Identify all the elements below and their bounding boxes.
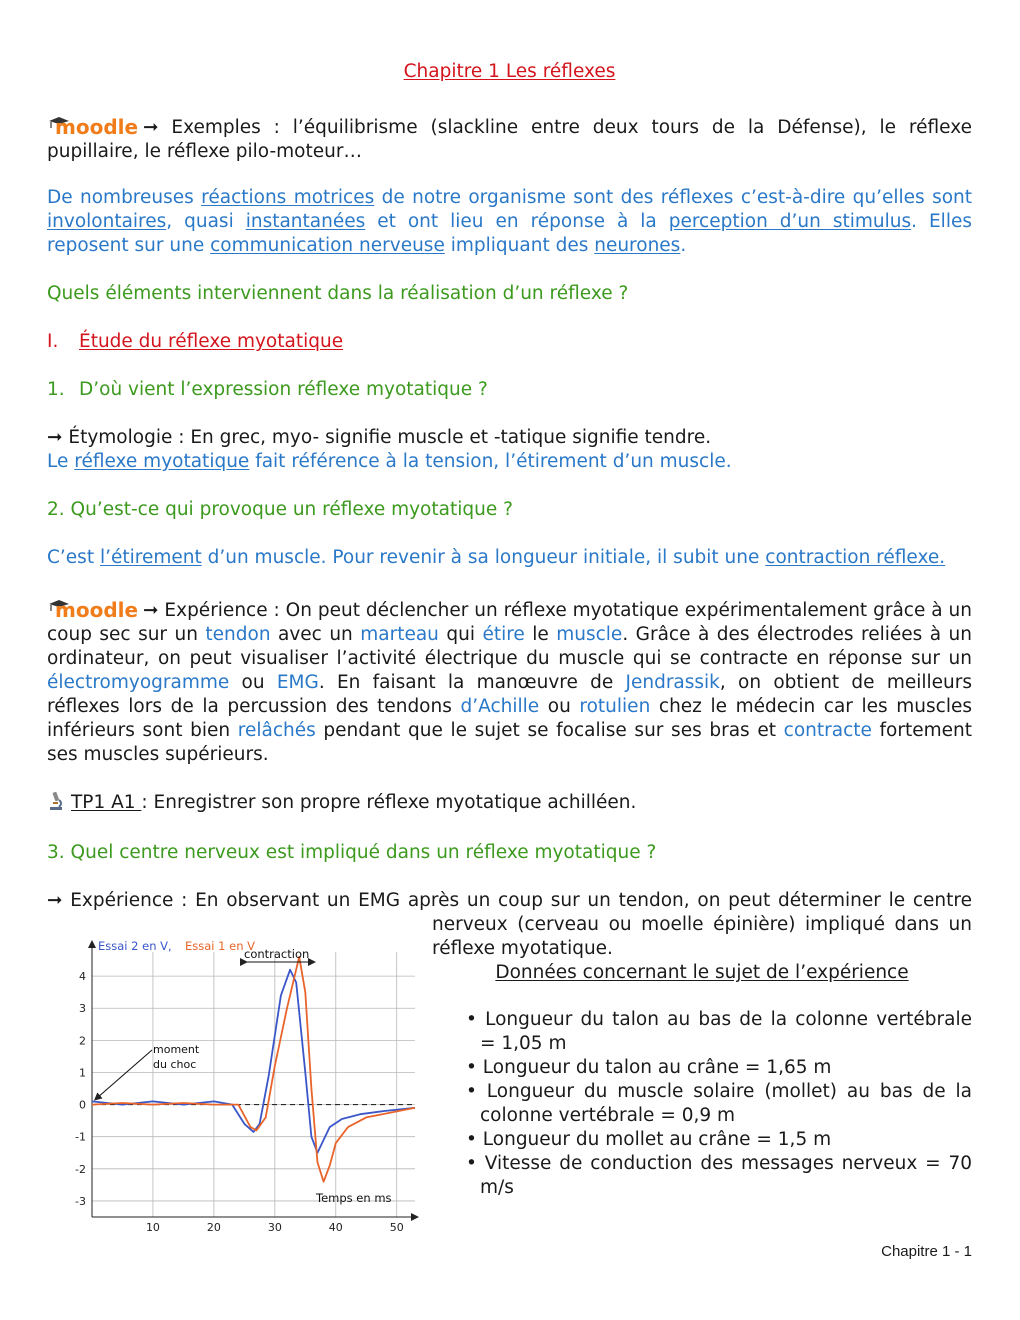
data-title-text: Données concernant le sujet de l’expérience [495, 962, 909, 983]
def-term-nervous-communication: communication nerveuse [210, 235, 445, 256]
experience-1 [47, 597, 972, 767]
question-1 [47, 378, 972, 402]
exp1-keyword: Jendrassik [625, 672, 720, 693]
annotation-shock-1: moment [153, 1043, 200, 1056]
exp1-text: qui [438, 624, 483, 645]
microscope-icon [47, 791, 65, 818]
x-tick-label: 50 [389, 1221, 404, 1232]
question-1-text: D’où vient l’expression réflexe myotatique ? [79, 379, 488, 400]
tp-text: : Enregistrer son propre réflexe myotatique achilléen. [141, 792, 637, 813]
examples-text: ➞ Exemples : l’équilibrisme (slackline entre deux tours de la Défense), le réflexe pupillaire, le réflexe pilo-moteur… [47, 117, 972, 162]
def-text-6: impliquant des [444, 235, 595, 256]
answer-2-text-2: d’un muscle. Pour revenir à sa longueur initiale, il subit une [201, 547, 766, 568]
list-item: • Longueur du talon au bas de la colonne vertébrale = 1,05 m [466, 1009, 972, 1054]
y-tick-label: -2 [75, 1162, 86, 1176]
chart-series [92, 957, 415, 1182]
emg-chart-svg [60, 932, 425, 1232]
exp1-text: le [524, 624, 557, 645]
moodle-logo-text: moodle [55, 115, 139, 136]
exp1-text: fortement ses muscles supérieurs. [47, 720, 972, 765]
exp1-keyword: marteau [360, 624, 439, 645]
exp1-text: , on obtient de meilleurs réflexes lors de la percussion des tendons [47, 672, 972, 717]
answer-2-term-contraction: contraction réflexe. [765, 547, 946, 568]
y-tick-label: 1 [79, 1066, 86, 1080]
question-1-number: 1. [47, 379, 65, 400]
def-term-involuntary: involontaires [47, 211, 167, 232]
list-item: • Longueur du talon au crâne = 1,65 m [466, 1057, 832, 1078]
moodle-logo-text: moodle [55, 598, 139, 619]
legend-series-blue: Essai 2 en V, [98, 939, 172, 953]
exp1-text: . Grâce à des électrodes reliées à un ordinateur, on peut visualiser l’activité électrique du muscle qui se contracte en réponse sur un [47, 624, 972, 669]
moodle-logo-icon [47, 114, 139, 136]
x-axis-label: Temps en ms [316, 1191, 392, 1205]
exp1-keyword: d’Achille [460, 696, 540, 717]
exp1-keyword: contracte [783, 720, 872, 741]
y-tick-label: -3 [75, 1194, 86, 1208]
exp1-text: pendant que le sujet se focalise sur ses bras et [315, 720, 784, 741]
exp1-keyword: étire [482, 624, 525, 645]
exp1-text: ou [229, 672, 277, 693]
section-heading-1 [47, 330, 972, 354]
def-term-motor-reactions: réactions motrices [201, 187, 375, 208]
exp1-text: avec un [270, 624, 361, 645]
exp1-keyword: tendon [205, 624, 271, 645]
series-line-essai-2 [92, 970, 415, 1153]
question-2: 2. Qu’est-ce qui provoque un réflexe myotatique ? [47, 499, 513, 520]
question-3: 3. Quel centre nerveux est impliqué dans un réflexe myotatique ? [47, 842, 657, 863]
legend-series-red: Essai 1 en V [185, 939, 256, 953]
tp-label[interactable]: TP1 A1 [71, 792, 142, 813]
subject-data-list [450, 1008, 972, 1200]
y-tick-label: 0 [79, 1098, 86, 1112]
experience-2-line1: ➞ Expérience : En observant un EMG après un coup sur un tendon, on peut déterminer le centre [47, 890, 972, 911]
etym-def-text-2: fait référence à la tension, l’étirement d’un muscle. [249, 451, 732, 472]
annotation-shock-2: du choc [153, 1058, 197, 1071]
def-text-1: De nombreuses [47, 187, 202, 208]
emg-chart [60, 932, 425, 1232]
def-term-neurons: neurones [594, 235, 681, 256]
exp1-keyword: EMG [276, 672, 319, 693]
list-item: • Longueur du muscle solaire (mollet) au bas de la colonne vertébrale = 0,9 m [466, 1081, 972, 1126]
shock-pointer-arrow [97, 1050, 152, 1098]
list-item: • Vitesse de conduction des messages nerveux = 70 m/s [466, 1153, 972, 1198]
def-text-7: . [680, 235, 687, 256]
y-tick-label: 2 [79, 1034, 86, 1048]
reflex-definition [47, 186, 972, 258]
tp-line [47, 791, 972, 818]
exp1-text: chez le médecin car les muscles inférieurs sont bien [47, 696, 973, 741]
section-title: Étude du réflexe myotatique [79, 331, 344, 352]
def-text-2: de notre organisme sont des réflexes c’est-à-dire qu’elles sont [374, 187, 973, 208]
etym-def-term: réflexe myotatique [74, 451, 250, 472]
x-tick-label: 40 [328, 1221, 343, 1232]
y-tick-label: 4 [79, 970, 86, 984]
answer-2-text-1: C’est [47, 547, 100, 568]
etymology: ➞ Étymologie : En grec, myo- signifie muscle et -tatique signifie tendre. [47, 427, 712, 448]
moodle-logo-icon [47, 597, 139, 619]
x-tick-label: 10 [145, 1221, 160, 1232]
def-text-4: et ont lieu en réponse à la [365, 211, 669, 232]
chapter-title [47, 60, 972, 84]
list-item: • Longueur du mollet au crâne = 1,5 m [466, 1129, 832, 1150]
x-tick-label: 30 [267, 1221, 282, 1232]
answer-2 [47, 546, 972, 570]
exp1-keyword: rotulien [579, 696, 651, 717]
def-term-stimulus: perception d’un stimulus [668, 211, 912, 232]
def-term-instant: instantanées [245, 211, 366, 232]
exp1-keyword: muscle [556, 624, 623, 645]
x-tick-label: 20 [206, 1221, 221, 1232]
data-title [432, 961, 972, 985]
chapter-title-text: Chapitre 1 Les réflexes [403, 61, 616, 82]
page-footer: Chapitre 1 - 1 [881, 1243, 972, 1260]
experience-2-line2: nerveux (cerveau ou moelle épinière) impliqué dans un réflexe myotatique. [432, 914, 972, 959]
exp1-text: ou [539, 696, 580, 717]
exp1-keyword: relâchés [237, 720, 316, 741]
y-tick-label: 3 [79, 1002, 86, 1016]
etymology-definition [47, 450, 972, 474]
series-line-essai-1 [92, 957, 415, 1182]
etym-def-text-1: Le [47, 451, 75, 472]
annotation-contraction: contraction [244, 947, 310, 961]
intro-examples [47, 114, 972, 164]
answer-2-term-stretch: l’étirement [99, 547, 202, 568]
chart-grid [92, 952, 415, 1217]
main-question: Quels éléments interviennent dans la réalisation d’un réflexe ? [47, 283, 629, 304]
chart-axes [92, 944, 415, 1217]
exp1-text: ➞ Expérience : On peut déclencher un réflexe myotatique expérimentalement grâce à un coup sec sur un [47, 600, 972, 645]
def-text-5: . Elles reposent sur une [47, 211, 972, 256]
exp1-text: . En faisant la manœuvre de [318, 672, 626, 693]
def-text-3: , quasi [166, 211, 246, 232]
section-number: I. [47, 331, 59, 352]
y-tick-label: -1 [75, 1130, 86, 1144]
exp1-keyword: électromyogramme [47, 672, 230, 693]
